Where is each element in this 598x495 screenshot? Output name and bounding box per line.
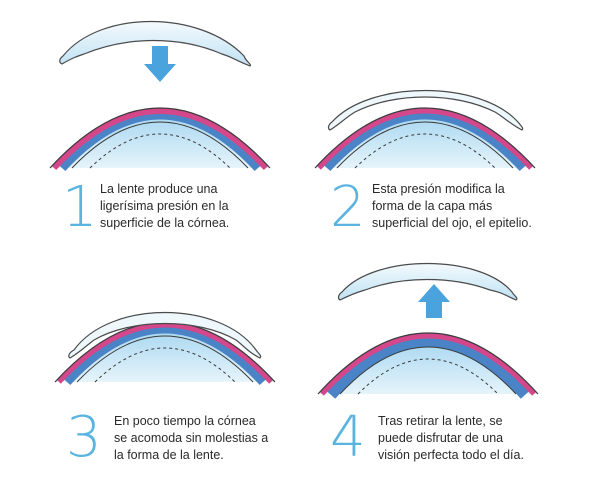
cornea (55, 322, 275, 382)
step-description (114, 413, 268, 464)
panel-2-illustration (315, 91, 535, 169)
down-arrow-icon (144, 46, 176, 82)
step-description-line: la forma de la lente. (114, 448, 224, 462)
up-arrow-icon (418, 284, 450, 318)
step-description-line: superficie de la córnea. (100, 216, 230, 230)
step-description-line: ligerísima presión en la (100, 199, 229, 213)
cornea (50, 108, 270, 168)
step-description-line: La lente produce una (100, 182, 218, 196)
step-description-line: visión perfecta todo el día. (378, 448, 524, 462)
step-description-line: Tras retirar la lente, se (378, 414, 503, 428)
step-description-line: superficial del ojo, el epitelio. (372, 216, 532, 230)
step-description-line: Esta presión modifica la (372, 182, 505, 196)
step-description-line: forma de la capa más (372, 199, 493, 213)
cornea (318, 333, 538, 394)
panel-1-illustration (50, 22, 270, 169)
step-number: 1 (62, 175, 98, 240)
step-description-line: puede disfrutar de una (378, 431, 504, 445)
panel-3-illustration (55, 313, 275, 383)
step-description (372, 181, 532, 232)
step-description-line: En poco tiempo la córnea (114, 414, 256, 428)
step-number: 2 (330, 175, 366, 240)
step-description (100, 181, 229, 232)
step-description (378, 413, 524, 464)
panel-4-illustration (318, 264, 538, 395)
step-number: 4 (330, 405, 366, 470)
step-number: 3 (66, 405, 102, 470)
step-description-line: se acomoda sin molestias a (114, 431, 269, 445)
